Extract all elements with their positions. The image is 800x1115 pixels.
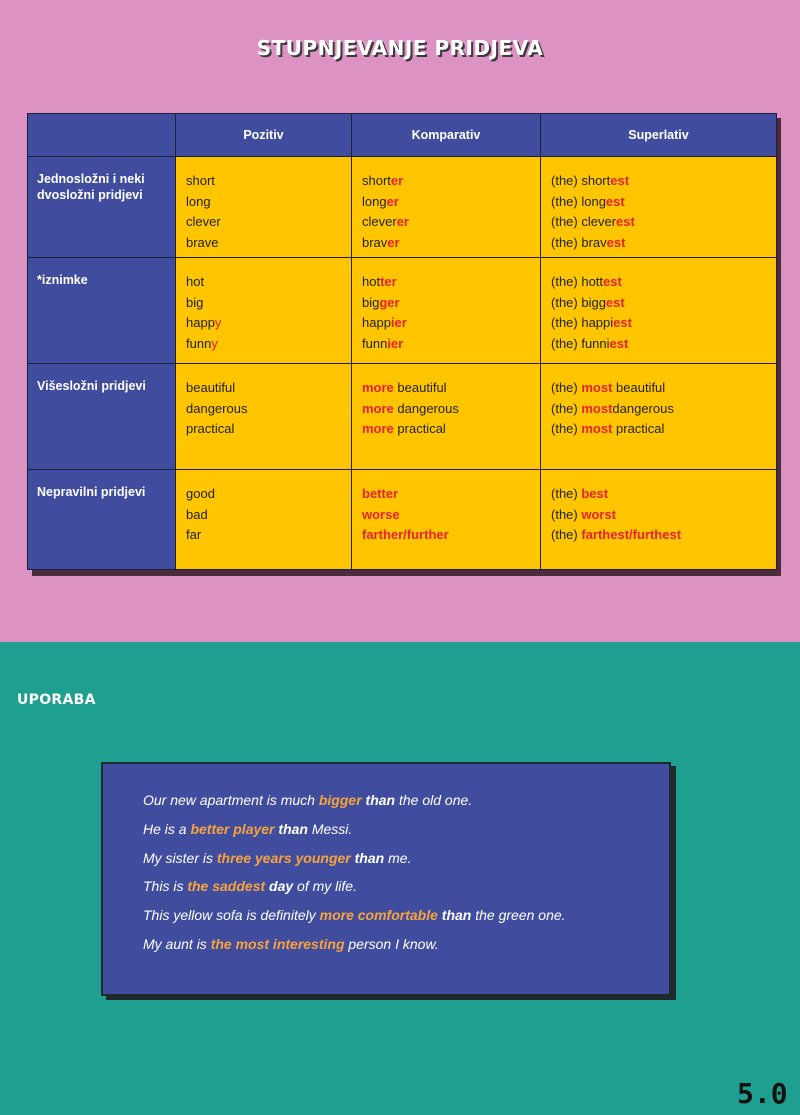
comparison-phrase: three years younger [216, 850, 351, 866]
keyword: day [269, 878, 294, 894]
superlative-form [551, 192, 766, 213]
comparative-form [362, 212, 530, 233]
sentence-text: of my life. [293, 878, 357, 894]
stem: clever [362, 214, 397, 229]
stem: (the) [551, 506, 582, 522]
cell-positive [176, 364, 352, 470]
example-sentence [143, 821, 352, 837]
stem: (the) funni [551, 335, 610, 351]
cell-positive [176, 470, 352, 570]
header-empty [28, 114, 176, 157]
positive-form: beautiful [186, 380, 236, 395]
cell-positive [176, 258, 352, 364]
highlight: farthest/furthest [581, 527, 682, 542]
comparative-form [362, 525, 530, 546]
highlight: er [390, 173, 404, 188]
superlative-form [551, 233, 766, 254]
stem: beautiful [393, 380, 447, 395]
highlight: est [610, 173, 630, 188]
comparative-form [362, 334, 530, 355]
sentence-text: He is a [143, 821, 191, 837]
superlative-form [551, 525, 766, 546]
superlative-form [551, 484, 766, 505]
highlight: ier [387, 335, 404, 351]
sentence-text: This is [143, 878, 188, 894]
sentence-text: Our new apartment is much [143, 792, 319, 808]
stem: (the) hott [551, 274, 604, 289]
adjective-comparison-table [27, 113, 777, 570]
comparative-form [362, 419, 530, 440]
sentence-text: This yellow sofa is definitely [143, 907, 320, 923]
positive-form: short [186, 173, 215, 188]
highlight: more [362, 400, 394, 416]
highlight: best [581, 486, 609, 501]
comparison-phrase: more comfortable [319, 907, 438, 923]
example-sentence [143, 907, 566, 923]
stem: dangerous [612, 400, 674, 416]
sentence-text: person I know. [344, 936, 439, 952]
positive-form [186, 313, 341, 334]
highlight: ter [380, 274, 397, 289]
highlight: est [603, 274, 622, 289]
highlight: most [581, 400, 613, 416]
superlative-form [551, 399, 766, 420]
stem: dangerous [393, 400, 459, 416]
stem: big [186, 294, 204, 310]
table-row [28, 157, 777, 258]
comparative-form [362, 505, 530, 526]
comparative-form [362, 192, 530, 213]
stem: beautiful [612, 380, 666, 395]
stem: (the) [551, 400, 582, 416]
stem: funn [186, 335, 212, 351]
comparative-form [362, 313, 530, 334]
comparative-form [362, 378, 530, 399]
highlight: y [211, 335, 218, 351]
example-sentence [143, 878, 357, 894]
sentence-text: My aunt is [143, 936, 211, 952]
stem: (the) long [551, 193, 606, 209]
highlight: farther/further [362, 527, 449, 542]
example-sentence [143, 850, 411, 866]
comparative-form [362, 293, 530, 314]
cell-superlative [541, 470, 777, 570]
stem: short [362, 173, 391, 188]
example-sentence [143, 792, 472, 808]
positive-form: long [186, 193, 211, 209]
page-number: 5.0 [737, 1077, 788, 1110]
highlight: worst [581, 506, 617, 522]
stem: funn [362, 335, 388, 351]
comparative-form [362, 272, 530, 293]
table-row [28, 470, 777, 570]
positive-form: dangerous [186, 400, 248, 416]
stem: (the) [551, 486, 582, 501]
positive-form [186, 334, 341, 355]
positive-form: practical [186, 421, 235, 436]
highlight: est [606, 234, 626, 250]
examples-box [101, 762, 671, 996]
superlative-form [551, 313, 766, 334]
highlight: most [581, 380, 613, 395]
stem: practical [393, 421, 446, 436]
superlative-form [551, 505, 766, 526]
sentence-text: the old one. [395, 792, 473, 808]
cell-comparative [352, 157, 541, 258]
example-sentence [143, 936, 439, 952]
header-pozitiv: Pozitiv [176, 114, 352, 157]
keyword: than [365, 792, 396, 808]
table-row [28, 258, 777, 364]
superlative-form [551, 334, 766, 355]
comparative-form [362, 399, 530, 420]
positive-form: good [186, 486, 215, 501]
page-title: STUPNJEVANJE PRIDJEVA [256, 36, 544, 60]
table-row [28, 364, 777, 470]
superlative-form [551, 293, 766, 314]
row-label: Višesložni pridjevi [28, 364, 176, 470]
keyword: than [354, 850, 385, 866]
stem: hot [362, 274, 381, 289]
highlight: more [362, 380, 394, 395]
stem: happ [186, 315, 215, 330]
stem: hot [186, 274, 205, 289]
highlight: er [387, 234, 400, 250]
superlative-form [551, 212, 766, 233]
cell-comparative [352, 364, 541, 470]
stem: (the) bigg [551, 294, 606, 310]
highlight: most [581, 421, 613, 436]
superlative-form [551, 378, 766, 399]
comparative-form [362, 171, 530, 192]
header-superlativ: Superlativ [541, 114, 777, 157]
highlight: y [214, 315, 222, 330]
highlight: est [605, 294, 625, 310]
superlative-form [551, 171, 766, 192]
section-title: UPORABA [17, 692, 96, 708]
sentence-text: My sister is [143, 850, 217, 866]
row-label: Nepravilni pridjevi [28, 470, 176, 570]
stem: (the) clever [551, 214, 617, 229]
highlight: est [609, 335, 629, 351]
comparison-phrase: better player [190, 821, 275, 837]
stem: (the) [551, 380, 582, 395]
comparative-form [362, 484, 530, 505]
sentence-text: Messi. [307, 821, 353, 837]
cell-comparative [352, 258, 541, 364]
highlight: est [613, 315, 632, 330]
row-label: *iznimke [28, 258, 176, 364]
stem: long [362, 193, 387, 209]
highlight: est [605, 193, 625, 209]
positive-form [186, 272, 341, 293]
stem: (the) brav [551, 234, 607, 250]
keyword: than [441, 907, 472, 923]
stem: (the) [551, 421, 582, 436]
stem: (the) short [551, 173, 611, 188]
highlight: ier [390, 315, 407, 330]
header-komparativ: Komparativ [352, 114, 541, 157]
keyword: than [278, 821, 308, 837]
highlight: est [616, 214, 635, 229]
stem: (the) happi [551, 315, 614, 330]
highlight: er [396, 214, 409, 229]
row-label: Jednosložni i neki dvosložni pridjevi [28, 157, 176, 258]
sentence-text: me. [384, 850, 412, 866]
comparative-form [362, 233, 530, 254]
stem: (the) [551, 527, 582, 542]
highlight: worse [362, 506, 400, 522]
highlight: er [386, 193, 399, 209]
cell-comparative [352, 470, 541, 570]
stem: happ [362, 315, 391, 330]
superlative-form [551, 419, 766, 440]
stem: brav [362, 234, 388, 250]
comparison-phrase: the most interesting [210, 936, 345, 952]
comparison-phrase: the saddest [187, 878, 266, 894]
table-header-row [28, 114, 777, 157]
cell-superlative [541, 364, 777, 470]
positive-form: bad [186, 506, 208, 522]
superlative-form [551, 272, 766, 293]
positive-form: far [186, 527, 202, 542]
comparison-phrase: bigger [318, 792, 362, 808]
sentence-text: the green one. [471, 907, 566, 923]
positive-form [186, 293, 341, 314]
cell-superlative [541, 258, 777, 364]
highlight: more [362, 421, 394, 436]
highlight: ger [379, 294, 400, 310]
cell-positive [176, 157, 352, 258]
highlight: better [362, 486, 399, 501]
cell-superlative [541, 157, 777, 258]
positive-form: clever [186, 214, 221, 229]
positive-form: brave [186, 234, 219, 250]
stem: practical [612, 421, 665, 436]
stem: big [362, 294, 380, 310]
